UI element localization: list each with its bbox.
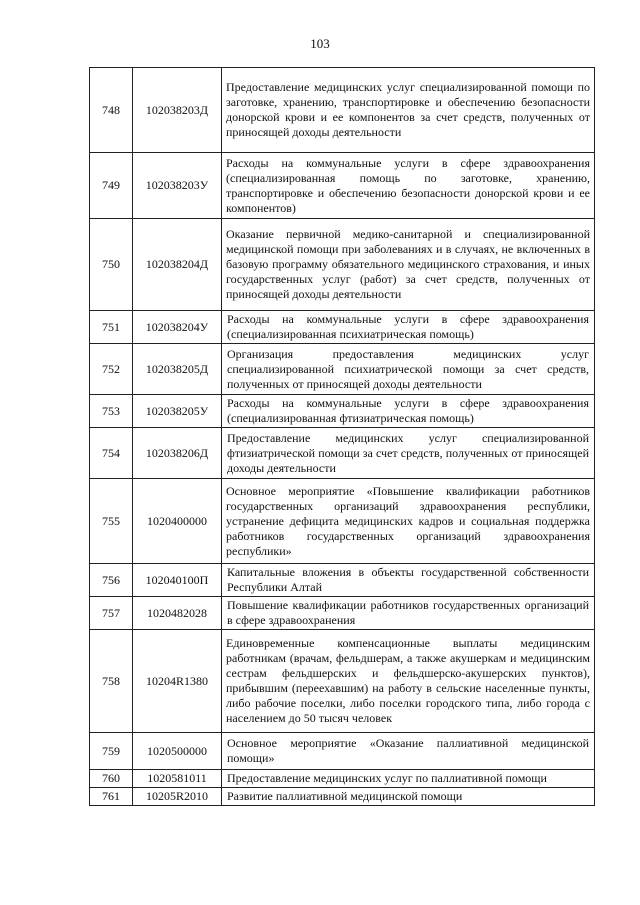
row-code: 102038204У [133, 311, 222, 344]
row-code: 102038206Д [133, 428, 222, 479]
row-number: 760 [90, 770, 133, 788]
row-code: 102038205Д [133, 344, 222, 395]
row-description: Оказание первичной медико-санитарной и специализированной медицинской помощи при заболеваниях и в случаях, не включенных в базовую программу обязательного медицинского страхования, и иных государственных услуг (работ) за счет средств, полученных от приносящей доходы деятельности [222, 219, 595, 311]
row-description: Предоставление медицинских услуг специализированной помощи по заготовке, хранению, транспортировке и обеспечению безопасности донорской крови и ее компонентов за счет средств, полученных от приносящей доходы деятельности [222, 68, 595, 153]
table-row [90, 219, 595, 311]
row-description: Капитальные вложения в объекты государственной собственности Республики Алтай [222, 564, 595, 597]
table-row [90, 428, 595, 479]
row-description: Единовременные компенсационные выплаты медицинским работникам (врачам, фельдшерам, а также акушеркам и медицинским сестрам фельдшерских и фельдшерско-акушерских пунктов), прибывшим (переехавшим) на работу в сельские населенные пункты, либо рабочие поселки, либо поселки городского типа, либо города с населением до 50 тысяч человек [222, 630, 595, 733]
row-description: Развитие паллиативной медицинской помощи [222, 788, 595, 806]
row-code: 10205R2010 [133, 788, 222, 806]
row-code: 102038203Д [133, 68, 222, 153]
row-description: Предоставление медицинских услуг специализированной фтизиатрической помощи за счет средств, полученных от приносящей доходы деятельности [222, 428, 595, 479]
row-code: 102038205У [133, 395, 222, 428]
table-row [90, 153, 595, 219]
budget-code-table [89, 67, 595, 806]
table-row [90, 479, 595, 564]
row-number: 749 [90, 153, 133, 219]
row-code: 1020482028 [133, 597, 222, 630]
row-code: 102038203У [133, 153, 222, 219]
row-code: 1020581011 [133, 770, 222, 788]
row-code: 1020400000 [133, 479, 222, 564]
row-number: 751 [90, 311, 133, 344]
row-description: Предоставление медицинских услуг по паллиативной помощи [222, 770, 595, 788]
row-number: 761 [90, 788, 133, 806]
row-description: Расходы на коммунальные услуги в сфере здравоохранения (специализированная помощь по заготовке, хранению, транспортировке и обеспечению безопасности донорской крови и ее компонентов) [222, 153, 595, 219]
table-row [90, 68, 595, 153]
row-code: 1020500000 [133, 733, 222, 770]
table-row [90, 630, 595, 733]
row-description: Основное мероприятие «Повышение квалификации работников государственных организаций здравоохранения республики, устранение дефицита медицинских кадров и социальная поддержка работников государственных организаций здравоохранения республики» [222, 479, 595, 564]
page-number: 103 [310, 36, 330, 51]
table-row [90, 788, 595, 806]
table-row [90, 770, 595, 788]
table-row [90, 597, 595, 630]
row-description: Повышение квалификации работников государственных организаций в сфере здравоохранения [222, 597, 595, 630]
row-code: 102038204Д [133, 219, 222, 311]
row-code: 102040100П [133, 564, 222, 597]
row-description: Основное мероприятие «Оказание паллиативной медицинской помощи» [222, 733, 595, 770]
table-row [90, 395, 595, 428]
row-number: 757 [90, 597, 133, 630]
row-code: 10204R1380 [133, 630, 222, 733]
table-row [90, 564, 595, 597]
row-number: 750 [90, 219, 133, 311]
row-number: 759 [90, 733, 133, 770]
row-number: 756 [90, 564, 133, 597]
row-description: Расходы на коммунальные услуги в сфере здравоохранения (специализированная психиатрическая помощь) [222, 311, 595, 344]
row-number: 755 [90, 479, 133, 564]
row-number: 748 [90, 68, 133, 153]
row-number: 758 [90, 630, 133, 733]
table-row [90, 311, 595, 344]
row-number: 753 [90, 395, 133, 428]
row-number: 752 [90, 344, 133, 395]
row-number: 754 [90, 428, 133, 479]
row-description: Организация предоставления медицинских услуг специализированной психиатрической помощи за счет средств, полученных от приносящей доходы деятельности [222, 344, 595, 395]
table-row [90, 733, 595, 770]
table-row [90, 344, 595, 395]
row-description: Расходы на коммунальные услуги в сфере здравоохранения (специализированная фтизиатрическая помощь) [222, 395, 595, 428]
